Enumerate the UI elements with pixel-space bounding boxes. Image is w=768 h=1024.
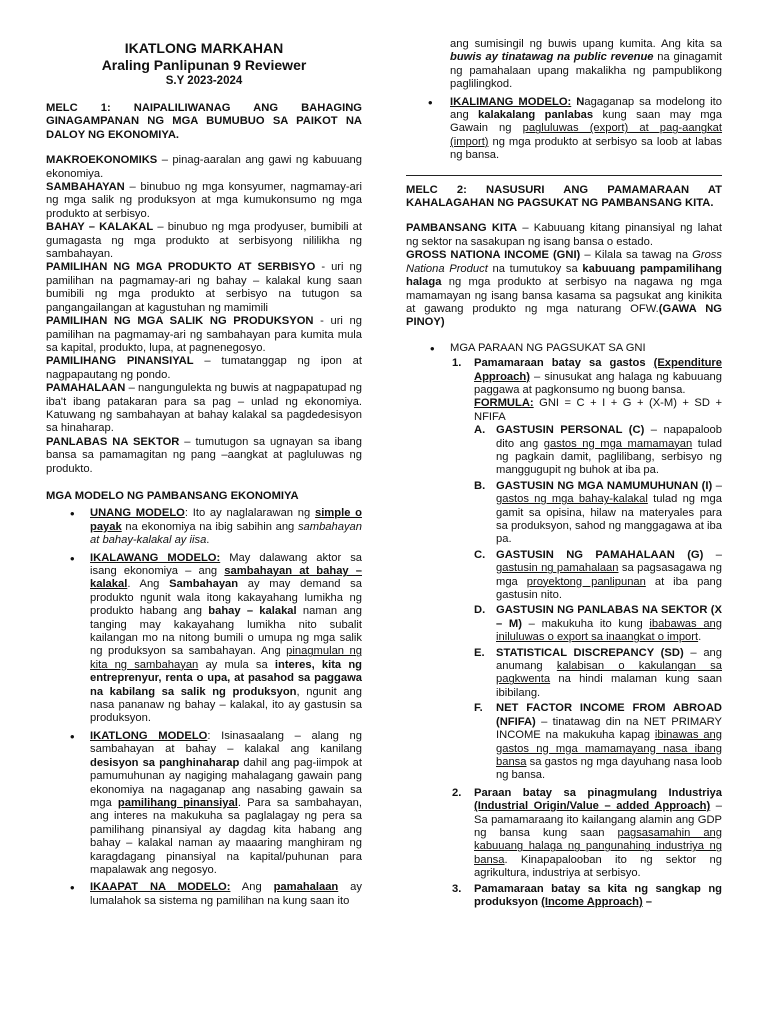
school-year: S.Y 2023-2024 xyxy=(165,75,243,87)
section-divider xyxy=(406,175,722,176)
def-panlabas-na-sektor: PANLABAS NA SEKTOR – tumutugon sa ugnayan sa ibang bansa sa pamamagitan ng pang –aangkat at pagluluwas ng produkto. xyxy=(46,435,362,475)
def-makroekonomiks: MAKROEKONOMIKS – pinag-aaralan ang gawi ng kabuuang ekonomiya. xyxy=(46,154,362,180)
gni-methods-heading: • MGA PARAAN NG PAGSUKAT SA GNI xyxy=(406,342,722,355)
def-bahay-kalakal: BAHAY – KALAKAL – binubuo ng mga prodyuser, bumibili at gumagasta ng mga produkto at serbisyong nililikha ng sambahayan. xyxy=(46,221,362,261)
models-heading: MGA MODELO NG PAMBANSANG EKONOMIYA xyxy=(46,489,299,502)
def-pamilihang-pinansiyal: PAMILIHANG PINANSIYAL – tumatanggap ng ipon at nagpapautang ng pondo. xyxy=(46,355,362,381)
expenditure-components xyxy=(474,424,722,783)
gni-methods xyxy=(406,342,722,355)
model-4-continued: ang sumisingil ng buwis upang kumita. Ang kita sa buwis ay tinatawag na public revenue na ginagamit ng pamahalaan upang makalikha ng pampublikong paglilingkod. xyxy=(450,38,722,91)
melc-1-heading: MELC 1: NAIPALILIWANAG ANG BAHAGING GINAGAMPANAN NG MGA BUMUBUO SA PAIKOT NA DALOY NG EKONOMIYA. xyxy=(46,102,362,141)
component-e: E. STATISTICAL DISCREPANCY (SD) – ang anumang kalabisan o kakulangan sa pagkwenta na hindi malaman kung saan ibibilang. xyxy=(474,646,722,699)
method-industrial-origin: 2. Paraan batay sa pinagmulang Industriya (Industrial Origin/Value – added Approach) – Sa pamamaraang ito kailangang alamin ang GDP ng bansa kung saan pagsasamahin ang kabuuang halaga ng pangunahing industriya ng bansa. Kinapapalooban ito ng sektor ng agrikultura, industriya at serbisyo. xyxy=(452,786,722,880)
list-item-model-4: • IKAAPAT NA MODELO: Ang pamahalaan ay lumalahok sa sistema ng pamilihan na kung saan ito xyxy=(46,881,362,908)
page-title: IKATLONG MARKAHAN xyxy=(124,40,284,56)
component-c: C. GASTUSIN NG PAMAHALAAN (G) – gastusin ng pamahalaan sa pagsasagawa ng mga proyektong panlipunan at iba pang gastusin nito. xyxy=(474,548,722,602)
component-d: D. GASTUSIN NG PANLABAS NA SEKTOR (X – M) – makukuha ito kung ibabawas ang iniluluwas o export sa inaangkat o import. xyxy=(474,604,722,644)
models-list-continued xyxy=(406,96,722,163)
list-item-model-2: • IKALAWANG MODELO: May dalawang aktor sa isang ekonomiya – ang sambahayan at bahay – kalakal. Ang Sambahayan ay may demand sa produkto ngunit wala itong kakayahang lumikha ng produkto habang ang bahay – kalakal naman ang tanging may kakayahang lumikha nito subalit kailangan mo na nitong bumili o umupa ng mga salik ng produksyon sa sambahayan. Ang pinagmulan ng kita ng sambahayan ay mula sa interes, kita ng entreprenyur, renta o upa, at pasahod sa paggawa na kabilang sa salik ng produksyon, ngunit ang nasa pananaw ng bahay – kalakal, ito ay gastusin sa produksyon. xyxy=(46,552,362,726)
def-gni: GROSS NATIONA INCOME (GNI) – Kilala sa tawag na Gross Nationa Product na tumutukoy sa kabuuang pampamilihang halaga ng mga produkto at serbisyo na nagawa ng mga mamamayan ng isang bansa kasama sa pagsukat ang kinikita at gawang produkto ng mga naturang OFW.(GAWA NG PINOY) xyxy=(406,249,722,329)
right-column xyxy=(406,0,722,911)
def-pamilihan-salik: PAMILIHAN NG MGA SALIK NG PRODUKSYON - uri ng pamilihan na pagmamay-ari ng sambahayan para kumita mula sa kapital, produkto, lupa, at pagnenegosyo. xyxy=(46,315,362,354)
component-f: F. NET FACTOR INCOME FROM ABROAD (NFIFA) – tinatawag din na NET PRIMARY INCOME na makukuha kapag ibinawas ang gastos ng mga mamamayang nasa ibang bansa sa gastos ng mga dayuhang nasa loob ng bansa. xyxy=(474,702,722,782)
list-item-model-3: • IKATLONG MODELO: Isinasaalang – alang ng sambahayan at bahay – kalakal ang kanilang desisyon sa panghinaharap dahil ang pag-iimpok at pamumuhunan ay nagiging mahalagang gawain pang ekonomiya na nagaganap ang nasabing gawain sa mga pamilihang pinansiyal. Para sa sambahayan, ang interes na makukuha sa paglalagay ng pera sa pamilihang pinansiyal ay dagdag kita habang ang bahay – kalakal naman ay maaaring manghiram ng karagdagang pinansiyal na kapital/puhunan para mapalawak ang negosyo. xyxy=(46,730,362,877)
def-pamilihan-produkto: PAMILIHAN NG MGA PRODUKTO AT SERBISYO - uri ng pamilihan na pagmamay-ari ng bahay – kalakal kung saan bumibili ng mga produkto at serbisyo na tutugon sa pangangailangan at kagustuhan ng mamimili xyxy=(46,261,362,314)
component-b: B. GASTUSIN NG MGA NAMUMUHUNAN (I) – gastos ng mga bahay-kalakal tulad ng mga gamit sa opisina, hilaw na materyales para sa produksyon, sahod ng manggagawa at iba pa. xyxy=(474,479,723,546)
list-item-model-1: • UNANG MODELO: Ito ay naglalarawan ng simple o payak na ekonomiya na ibig sabihin ang sambahayan at bahay-kalakal ay iisa. xyxy=(46,507,362,547)
method-expenditure: 1. Pamamaraan batay sa gastos (Expenditure Approach) – sinusukat ang halaga ng kabuuang paggawa at pagkonsumo ng buong bansa. FORMULA: GNI = C + I + G + (X-M) + SD + NFIFA A. GASTUSIN PERSONAL (C) – napapaloob dito ang gastos ng mga mamamayan tulad ng pagkain damit, paglilibang, serbisyo ng manggugupit ng buhok at iba pa. B. GASTUSIN NG MGA NAMUMUHUNAN (I) – gastos ng mga bahay-kalakal tulad ng mga gamit sa opisina, hilaw na materyales para sa produksyon, sahod ng manggagawa at iba pa. C. GASTUSIN NG PAMAHALAAN (G) – gastusin ng pamahalaan sa pagsasagawa ng mga proyektong panlipunan at iba pang gastusin nito. D. GASTUSIN NG PANLABAS NA SEKTOR (X – M) – makukuha ito kung ibabawas ang iniluluwas o export sa inaangkat o import. E. STATISTICAL DISCREPANCY (SD) – ang anumang kalabisan o kakulangan sa pagkwenta na hindi malaman kung saan ibibilang. F. NET FACTOR INCOME FROM ABROAD (NFIFA) – tinatawag din na NET PRIMARY INCOME na makukuha kapag ibinawas ang gastos ng mga mamamayang nasa ibang bansa sa gastos ng mga dayuhang nasa loob ng bansa. xyxy=(452,357,723,782)
def-sambahayan: SAMBAHAYAN – binubuo ng mga konsyumer, nagmamay-ari ng mga salik ng produksyon at mga kumukonsumo ng mga produkto at serbisyo. xyxy=(46,181,362,220)
gni-methods-list xyxy=(406,357,722,909)
component-a: A. GASTUSIN PERSONAL (C) – napapaloob dito ang gastos ng mga mamamayan tulad ng pagkain damit, paglilibang, serbisyo ng manggugupit ng buhok at iba pa. xyxy=(474,424,723,477)
def-pambansang-kita: PAMBANSANG KITA – Kabuuang kitang pinansiyal ng lahat ng sektor na sasakupan ng isang bansa o estado. xyxy=(406,222,723,248)
method-income: 3. Pamamaraan batay sa kita ng sangkap ng produksyon (Income Approach) – xyxy=(452,882,722,908)
left-column xyxy=(46,0,362,912)
melc-2-heading: MELC 2: NASUSURI ANG PAMAMARAAN AT KAHALAGAHAN NG PAGSUKAT NG PAMBANSANG KITA. xyxy=(406,183,722,210)
list-item-model-5: • IKALIMANG MODELO: Nagaganap sa modelong ito ang kalakalang panlabas kung saan may mga Gawain ng pagluluwas (export) at pag-aangkat (import) ng mga produkto at serbisyo sa loob at labas ng bansa. xyxy=(406,96,722,163)
def-pamahalaan: PAMAHALAAN – nangungulekta ng buwis at nagpapatupad ng iba't ibang patakaran para sa pag – unlad ng ekonomiya. Katuwang ng sambahayan at bahay kalakal sa pagdedesisyon sa hinaharap. xyxy=(46,382,362,435)
models-list xyxy=(46,507,362,908)
page-subtitle: Araling Panlipunan 9 Reviewer xyxy=(101,57,307,73)
formula: FORMULA: GNI = C + I + G + (X-M) + SD + NFIFA xyxy=(474,397,722,423)
